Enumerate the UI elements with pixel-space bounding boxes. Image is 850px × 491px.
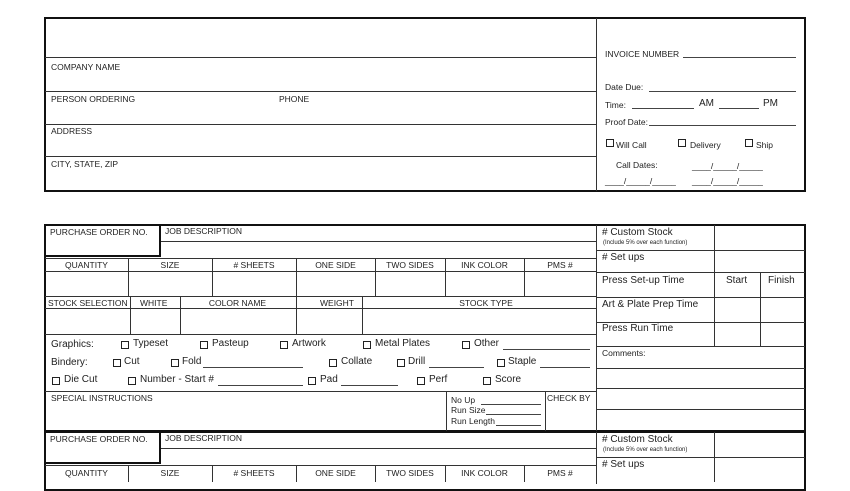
score-label: Score	[495, 374, 522, 385]
one-side-header: ONE SIDE	[315, 468, 356, 478]
time-pm-line[interactable]	[719, 108, 759, 109]
proof-date-label: Proof Date:	[605, 117, 648, 127]
run-length-label: Run Length	[451, 416, 495, 426]
sheets-header: # SHEETS	[233, 260, 275, 270]
divider	[128, 258, 129, 296]
press-run-time-label: Press Run Time	[602, 323, 674, 334]
divider	[362, 296, 363, 334]
divider	[296, 465, 297, 482]
pad-line[interactable]	[341, 385, 398, 386]
art-plate-prep-label: Art & Plate Prep Time	[602, 299, 699, 310]
phone-label: PHONE	[279, 94, 310, 104]
will-call-checkbox[interactable]	[606, 139, 614, 147]
divider	[45, 124, 596, 125]
collate-checkbox[interactable]	[329, 359, 337, 367]
divider	[45, 156, 596, 157]
other-label: Other	[474, 338, 500, 349]
divider	[161, 448, 596, 449]
divider	[760, 322, 761, 346]
fold-checkbox[interactable]	[171, 359, 179, 367]
staple-checkbox[interactable]	[497, 359, 505, 367]
company-name-label: COMPANY NAME	[51, 62, 121, 72]
pasteup-checkbox[interactable]	[200, 341, 208, 349]
finish-label: Finish	[768, 275, 795, 286]
divider	[446, 391, 447, 431]
date-due-line[interactable]	[649, 91, 796, 92]
color-name-label: COLOR NAME	[208, 298, 267, 308]
graphics-label: Graphics:	[51, 339, 94, 350]
divider	[597, 368, 805, 369]
ship-label: Ship	[756, 140, 774, 150]
call-date-blank[interactable]: ____/_____/_____	[605, 176, 676, 186]
staple-line[interactable]	[540, 367, 590, 368]
press-setup-time-label: Press Set-up Time	[602, 275, 685, 286]
divider	[375, 465, 376, 482]
die-cut-label: Die Cut	[64, 374, 98, 385]
divider	[212, 258, 213, 296]
cut-checkbox[interactable]	[113, 359, 121, 367]
divider	[445, 258, 446, 296]
two-sides-header: TWO SIDES	[386, 468, 434, 478]
po-number-label: PURCHASE ORDER NO.	[50, 434, 148, 444]
divider	[524, 465, 525, 482]
po-number-label: PURCHASE ORDER NO.	[50, 227, 148, 237]
divider	[212, 465, 213, 482]
divider	[714, 457, 715, 482]
pms-header: PMS #	[547, 260, 573, 270]
sheets-header: # SHEETS	[233, 468, 275, 478]
call-date-blank[interactable]: ____/_____/_____	[692, 176, 763, 186]
fold-line[interactable]	[203, 367, 303, 368]
check-by-label: CHECK BY	[547, 393, 591, 403]
quantity-header: QUANTITY	[65, 468, 108, 478]
ink-color-header: INK COLOR	[461, 260, 508, 270]
divider	[597, 388, 805, 389]
job-description-label: JOB DESCRIPTION	[165, 226, 242, 236]
fold-label: Fold	[182, 356, 202, 367]
invoice-number-label: INVOICE NUMBER	[605, 49, 680, 59]
no-up-line[interactable]	[481, 404, 541, 405]
staple-label: Staple	[508, 356, 537, 367]
run-size-label: Run Size	[451, 405, 486, 415]
divider	[597, 250, 805, 251]
custom-stock-note: (Include 5% over each function)	[603, 240, 688, 246]
typeset-label: Typeset	[133, 338, 169, 349]
perf-checkbox[interactable]	[417, 377, 425, 385]
metal-plates-label: Metal Plates	[375, 338, 431, 349]
drill-checkbox[interactable]	[397, 359, 405, 367]
divider	[597, 457, 805, 458]
divider	[161, 241, 596, 242]
stock-selection-label: STOCK SELECTION	[48, 298, 128, 308]
comments-label: Comments:	[602, 348, 646, 358]
typeset-checkbox[interactable]	[121, 341, 129, 349]
run-size-line[interactable]	[486, 414, 541, 415]
no-up-label: No Up	[451, 395, 476, 405]
job-description-label: JOB DESCRIPTION	[165, 433, 242, 443]
die-cut-checkbox[interactable]	[52, 377, 60, 385]
delivery-label: Delivery	[690, 140, 721, 150]
will-call-label: Will Call	[616, 140, 647, 150]
number-start-line[interactable]	[218, 385, 303, 386]
metal-plates-checkbox[interactable]	[363, 341, 371, 349]
bindery-label: Bindery:	[51, 357, 88, 368]
pasteup-label: Pasteup	[212, 338, 249, 349]
call-dates-label: Call Dates:	[616, 160, 658, 170]
size-header: SIZE	[160, 468, 180, 478]
divider	[596, 432, 597, 484]
proof-date-line[interactable]	[649, 125, 796, 126]
collate-label: Collate	[341, 356, 373, 367]
divider	[714, 225, 715, 250]
two-sides-header: TWO SIDES	[386, 260, 434, 270]
time-line[interactable]	[632, 108, 694, 109]
size-header: SIZE	[160, 260, 180, 270]
divider	[180, 296, 181, 334]
run-length-line[interactable]	[496, 425, 541, 426]
special-instructions-label: SPECIAL INSTRUCTIONS	[51, 393, 153, 403]
custom-stock-label: # Custom Stock	[602, 434, 673, 445]
am-label: AM	[699, 98, 714, 109]
number-start-label: Number - Start #	[140, 374, 214, 385]
divider	[296, 258, 297, 296]
divider	[45, 334, 596, 335]
pad-checkbox[interactable]	[308, 377, 316, 385]
divider	[130, 296, 131, 334]
drill-label: Drill	[408, 356, 426, 367]
quantity-header: QUANTITY	[65, 260, 108, 270]
other-checkbox[interactable]	[462, 341, 470, 349]
start-label: Start	[726, 275, 748, 286]
set-ups-label: # Set ups	[602, 252, 645, 263]
divider	[597, 272, 805, 273]
invoice-number-line[interactable]	[683, 57, 796, 58]
address-label: ADDRESS	[51, 126, 93, 136]
time-label: Time:	[605, 100, 626, 110]
divider	[45, 91, 596, 92]
perf-label: Perf	[429, 374, 448, 385]
divider	[714, 432, 715, 457]
divider	[596, 18, 597, 191]
ink-color-header: INK COLOR	[461, 468, 508, 478]
pm-label: PM	[763, 98, 778, 109]
custom-stock-label: # Custom Stock	[602, 227, 673, 238]
date-due-label: Date Due:	[605, 82, 644, 92]
weight-label: WEIGHT	[320, 298, 354, 308]
divider	[45, 308, 596, 309]
pad-label: Pad	[320, 374, 338, 385]
divider	[128, 465, 129, 482]
divider	[545, 391, 546, 431]
delivery-checkbox[interactable]	[678, 139, 686, 147]
stock-type-label: STOCK TYPE	[459, 298, 513, 308]
one-side-header: ONE SIDE	[315, 260, 356, 270]
artwork-label: Artwork	[292, 338, 326, 349]
divider	[597, 409, 805, 410]
divider	[596, 225, 597, 431]
divider	[445, 465, 446, 482]
drill-line[interactable]	[429, 367, 484, 368]
set-ups-label: # Set ups	[602, 459, 645, 470]
divider	[524, 258, 525, 296]
city-state-zip-label: CITY, STATE, ZIP	[51, 159, 119, 169]
divider	[296, 296, 297, 334]
artwork-checkbox[interactable]	[280, 341, 288, 349]
divider	[714, 250, 715, 272]
call-date-blank[interactable]: ____/_____/_____	[692, 161, 763, 171]
divider	[45, 296, 596, 297]
divider	[597, 297, 805, 298]
divider	[45, 391, 596, 392]
cut-label: Cut	[124, 356, 140, 367]
number-checkbox[interactable]	[128, 377, 136, 385]
person-ordering-label: PERSON ORDERING	[51, 94, 136, 104]
divider	[714, 322, 715, 346]
divider	[375, 258, 376, 296]
divider	[45, 57, 596, 58]
score-checkbox[interactable]	[483, 377, 491, 385]
divider	[597, 346, 805, 347]
white-label: WHITE	[140, 298, 168, 308]
pms-header: PMS #	[547, 468, 573, 478]
custom-stock-note: (Include 5% over each function)	[603, 447, 688, 453]
ship-checkbox[interactable]	[745, 139, 753, 147]
other-line[interactable]	[503, 349, 590, 350]
